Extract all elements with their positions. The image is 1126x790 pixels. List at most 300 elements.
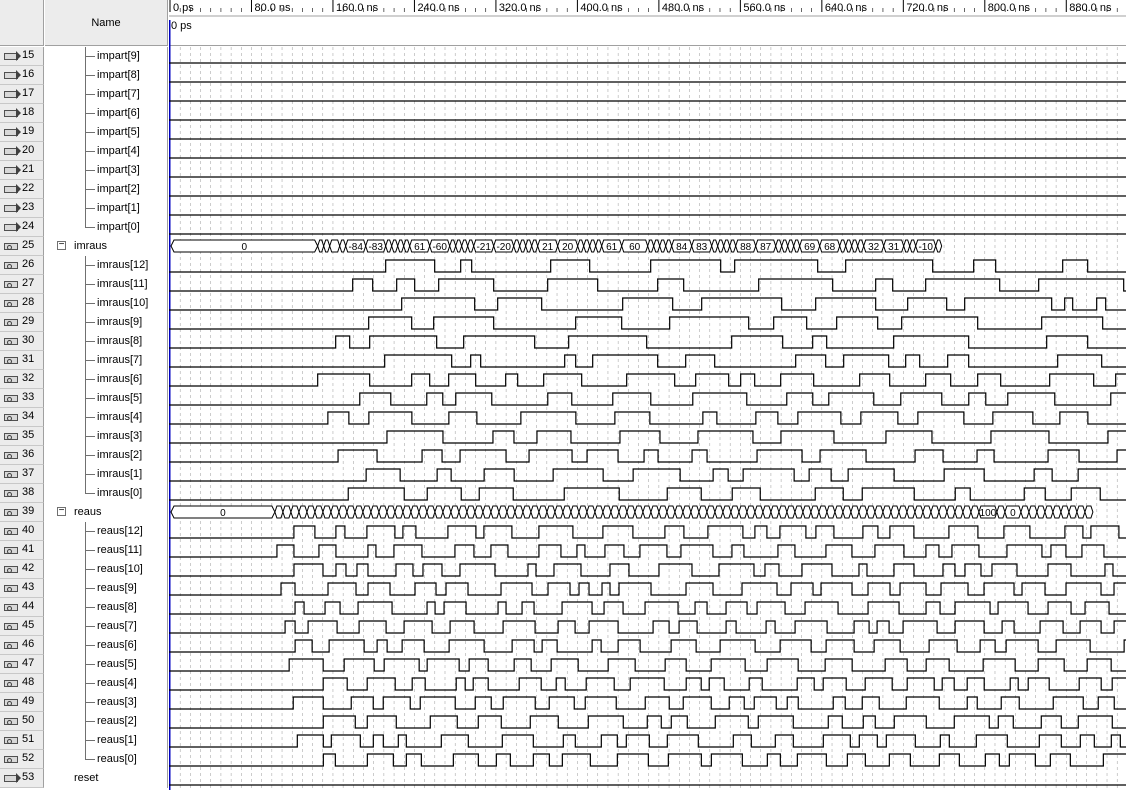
input-pin-icon	[4, 186, 18, 193]
signal-row[interactable]	[0, 47, 169, 66]
bus-segment	[427, 506, 435, 518]
bus-segment	[475, 506, 483, 518]
tree-branch	[85, 113, 95, 114]
signal-name: impart[9]	[97, 50, 140, 62]
signal-row[interactable]	[0, 598, 169, 617]
signal-row[interactable]	[0, 427, 169, 446]
bus-segment	[971, 506, 979, 518]
signal-row[interactable]	[0, 313, 169, 332]
bus-segment	[323, 506, 331, 518]
bus-segment	[731, 506, 739, 518]
signal-name-cell[interactable]	[45, 351, 168, 370]
signal-name: impart[1]	[97, 202, 140, 214]
bus-value: -60	[432, 242, 447, 253]
signal-row[interactable]	[0, 256, 169, 275]
bus-segment	[450, 240, 456, 252]
signal-row[interactable]	[0, 750, 169, 769]
signal-index: 45	[22, 619, 35, 631]
bus-value: 20	[562, 242, 574, 253]
tree-branch	[85, 208, 95, 209]
bus-segment	[291, 506, 299, 518]
bus-segment	[931, 506, 939, 518]
bus-segment	[467, 506, 475, 518]
signal-index-cell	[0, 522, 44, 541]
bus-segment	[307, 506, 315, 518]
bus-segment	[483, 506, 491, 518]
tree-branch	[85, 626, 95, 627]
bus-segment	[555, 506, 563, 518]
tree-branch	[85, 322, 95, 323]
output-pin-icon	[4, 642, 18, 649]
bus-segment	[651, 506, 659, 518]
signal-index-cell	[0, 351, 44, 370]
bus-value: -10	[918, 242, 933, 253]
bus-segment	[331, 506, 339, 518]
tree-branch	[85, 702, 95, 703]
bus-segment	[712, 240, 718, 252]
signal-index: 40	[22, 524, 35, 536]
signal-name: imraus[8]	[97, 335, 143, 347]
bus-segment	[843, 506, 851, 518]
signal-index: 19	[22, 125, 35, 137]
bus-value: 88	[740, 242, 752, 253]
signal-row[interactable]	[0, 465, 169, 484]
signal-name-cell[interactable]	[45, 731, 168, 750]
bus-segment	[635, 506, 643, 518]
ruler-label: 160.0 ns	[335, 2, 379, 14]
bus-segment	[515, 506, 523, 518]
bus-segment	[683, 506, 691, 518]
signal-name-cell[interactable]	[45, 750, 168, 769]
signal-name: impart[4]	[97, 145, 140, 157]
ruler-label: 320.0 ns	[498, 2, 542, 14]
signal-name: imraus[3]	[97, 430, 143, 442]
tree-branch	[85, 474, 95, 475]
signal-index-cell	[0, 655, 44, 674]
tree-branch	[85, 588, 95, 589]
bus-segment	[584, 240, 590, 252]
output-pin-icon	[4, 509, 18, 516]
signal-index: 30	[22, 334, 35, 346]
signal-name: reaus[1]	[97, 734, 137, 746]
tree-branch	[85, 132, 95, 133]
bus-segment	[835, 506, 843, 518]
bus-segment	[782, 240, 788, 252]
signal-row[interactable]	[0, 579, 169, 598]
signal-index-cell	[0, 370, 44, 389]
signal-row[interactable]	[0, 142, 169, 161]
signal-row[interactable]	[0, 66, 169, 85]
bus-segment	[915, 506, 923, 518]
signal-row[interactable]	[0, 180, 169, 199]
signal-name-cell[interactable]	[45, 237, 168, 256]
input-pin-icon	[4, 148, 18, 155]
bus-segment	[883, 506, 891, 518]
bus-segment	[846, 240, 852, 252]
signal-index-cell	[0, 617, 44, 636]
bus-segment	[947, 506, 955, 518]
ruler-label: 240.0 ns	[417, 2, 460, 14]
signal-name-cell[interactable]	[45, 674, 168, 693]
collapse-icon[interactable]: −	[58, 239, 65, 250]
bus-segment	[578, 240, 584, 252]
signal-name: impart[3]	[97, 164, 140, 176]
bus-segment	[654, 240, 660, 252]
tree-branch	[85, 569, 95, 570]
bus-segment	[858, 240, 864, 252]
bus-segment	[347, 506, 355, 518]
bus-segment	[339, 506, 347, 518]
tree-branch	[85, 550, 95, 551]
bus-segment	[691, 506, 699, 518]
bus-segment	[371, 506, 379, 518]
signal-name: impart[8]	[97, 69, 140, 81]
signal-name-cell[interactable]	[45, 161, 168, 180]
signal-index-cell	[0, 560, 44, 579]
bus-segment	[283, 506, 291, 518]
signal-row[interactable]	[0, 484, 169, 503]
output-pin-icon	[4, 243, 18, 250]
signal-name-cell[interactable]	[45, 256, 168, 275]
ruler-label: 480.0 ns	[661, 2, 705, 14]
signal-name-cell[interactable]	[45, 560, 168, 579]
tree-branch	[85, 436, 95, 437]
signal-name-cell[interactable]	[45, 332, 168, 351]
signal-index-cell	[0, 503, 44, 522]
signal-name: reaus[2]	[97, 715, 137, 727]
signal-index: 41	[22, 543, 35, 555]
signal-row[interactable]	[0, 351, 169, 370]
signal-name-cell[interactable]	[45, 503, 168, 522]
bus-value: -21	[476, 242, 491, 253]
tree-branch	[85, 284, 95, 285]
signal-name-cell[interactable]	[45, 522, 168, 541]
bus-segment	[1021, 506, 1029, 518]
signal-name-cell[interactable]	[45, 427, 168, 446]
signal-name: imraus[12]	[97, 259, 149, 271]
signal-row[interactable]	[0, 693, 169, 712]
output-pin-icon	[4, 338, 18, 345]
signal-row[interactable]	[0, 560, 169, 579]
bus-segment	[739, 506, 747, 518]
bus-segment	[387, 506, 395, 518]
ruler-label: 0 ps	[173, 2, 194, 14]
signal-row[interactable]	[0, 655, 169, 674]
bus-segment	[827, 506, 835, 518]
signal-row[interactable]	[0, 199, 169, 218]
output-pin-icon	[4, 319, 18, 326]
signal-name-cell[interactable]	[45, 142, 168, 161]
signal-index-cell	[0, 85, 44, 104]
signal-row[interactable]	[0, 294, 169, 313]
output-pin-icon	[4, 452, 18, 459]
bus-segment	[675, 506, 683, 518]
signal-index-cell	[0, 636, 44, 655]
bus-segment	[526, 240, 532, 252]
signal-index-cell	[0, 769, 44, 788]
signal-name: reaus[9]	[97, 582, 137, 594]
bus-segment	[787, 506, 795, 518]
bus-segment	[859, 506, 867, 518]
bus-segment	[899, 506, 907, 518]
bus-value: 68	[824, 242, 836, 253]
ruler-label: 720.0 ns	[906, 2, 949, 14]
bus-value: 60	[629, 242, 641, 253]
ruler-label: 640.0 ns	[824, 2, 868, 14]
signal-waveform	[169, 640, 1126, 652]
signal-index: 39	[22, 505, 35, 517]
signal-row[interactable]	[0, 617, 169, 636]
name-header-label: Name	[91, 16, 121, 29]
signal-name-cell[interactable]	[45, 579, 168, 598]
tree-branch	[85, 189, 95, 190]
output-pin-icon	[4, 433, 18, 440]
signal-index: 20	[22, 144, 35, 156]
tree-branch	[85, 740, 95, 741]
bus-value: -83	[368, 242, 383, 253]
bus-segment	[660, 240, 666, 252]
bus-segment	[419, 506, 427, 518]
signal-index-cell	[0, 598, 44, 617]
signal-row[interactable]	[0, 218, 169, 237]
output-pin-icon	[4, 756, 18, 763]
bus-segment	[852, 240, 858, 252]
bus-segment	[666, 240, 672, 252]
signal-name-cell[interactable]	[45, 655, 168, 674]
bus-segment	[539, 506, 547, 518]
signal-name-cell[interactable]	[45, 47, 168, 66]
signal-name: reaus	[74, 506, 102, 518]
bus-segment	[730, 240, 736, 252]
bus-segment	[955, 506, 963, 518]
signal-name-cell[interactable]	[45, 541, 168, 560]
bus-segment	[398, 240, 404, 252]
signal-name-cell[interactable]	[45, 598, 168, 617]
output-pin-icon	[4, 566, 18, 573]
signal-row[interactable]	[0, 541, 169, 560]
tree-branch	[85, 360, 95, 361]
signal-row[interactable]	[0, 161, 169, 180]
bus-segment	[811, 506, 819, 518]
signal-name-cell[interactable]	[45, 218, 168, 237]
signal-name-cell[interactable]	[45, 370, 168, 389]
signal-name: reaus[0]	[97, 753, 137, 765]
signal-row[interactable]	[0, 275, 169, 294]
signal-name: reaus[10]	[97, 563, 143, 575]
bus-segment	[747, 506, 755, 518]
output-pin-icon	[4, 604, 18, 611]
signal-name: reaus[11]	[97, 544, 143, 556]
signal-index-cell	[0, 180, 44, 199]
tree-branch	[85, 664, 95, 665]
bus-segment	[755, 506, 763, 518]
signal-row[interactable]	[0, 522, 169, 541]
signal-index-cell	[0, 427, 44, 446]
waveform-area[interactable]	[169, 0, 1126, 790]
bus-segment	[435, 506, 443, 518]
bus-segment	[590, 240, 596, 252]
signal-name-cell[interactable]	[45, 408, 168, 427]
bus-segment	[532, 240, 538, 252]
bus-segment	[667, 506, 675, 518]
signal-name-cell[interactable]	[45, 180, 168, 199]
signal-row[interactable]	[0, 85, 169, 104]
bus-segment	[627, 506, 635, 518]
bus-segment	[514, 240, 520, 252]
signal-row[interactable]	[0, 332, 169, 351]
signal-row[interactable]	[0, 446, 169, 465]
signal-name-cell[interactable]	[45, 104, 168, 123]
signal-index-cell	[0, 389, 44, 408]
output-pin-icon	[4, 414, 18, 421]
tree-branch	[85, 759, 95, 760]
signal-row[interactable]	[0, 731, 169, 750]
signal-name-cell[interactable]	[45, 389, 168, 408]
signal-index-cell	[0, 104, 44, 123]
signal-row[interactable]	[0, 370, 169, 389]
signal-name-cell[interactable]	[45, 484, 168, 503]
signal-name: impart[2]	[97, 183, 140, 195]
output-pin-icon	[4, 680, 18, 687]
bus-segment	[1045, 506, 1053, 518]
signal-name-cell[interactable]	[45, 617, 168, 636]
bus-segment	[771, 506, 779, 518]
signal-row[interactable]	[0, 389, 169, 408]
signal-name: impart[6]	[97, 107, 140, 119]
signal-index: 36	[22, 448, 35, 460]
bus-segment	[819, 506, 827, 518]
bus-segment	[579, 506, 587, 518]
bus-segment	[411, 506, 419, 518]
signal-index-cell	[0, 256, 44, 275]
bus-segment	[324, 240, 330, 252]
signal-name-cell[interactable]	[45, 769, 168, 788]
signal-index: 46	[22, 638, 35, 650]
output-pin-icon	[4, 281, 18, 288]
output-pin-icon	[4, 262, 18, 269]
bus-segment	[315, 506, 323, 518]
signal-name-cell[interactable]	[45, 446, 168, 465]
signal-name-cell[interactable]	[45, 66, 168, 85]
bus-segment	[468, 240, 474, 252]
tree-branch	[85, 170, 95, 171]
bus-segment	[596, 240, 602, 252]
bus-segment	[1053, 506, 1061, 518]
signal-name-cell[interactable]	[45, 199, 168, 218]
bus-segment	[904, 240, 910, 252]
signal-name-cell[interactable]	[45, 313, 168, 332]
bus-segment	[404, 240, 410, 252]
bus-segment	[499, 506, 507, 518]
signal-row[interactable]	[0, 769, 169, 788]
signal-name-cell[interactable]	[45, 712, 168, 731]
bus-value: 100	[979, 508, 997, 519]
tree-branch	[85, 151, 95, 152]
signal-name: imraus[0]	[97, 487, 143, 499]
bus-segment	[707, 506, 715, 518]
signal-name-cell[interactable]	[45, 465, 168, 484]
signal-row[interactable]	[0, 674, 169, 693]
bus-segment	[910, 240, 916, 252]
signal-row[interactable]	[0, 237, 169, 256]
bus-segment	[392, 240, 398, 252]
bus-value: 83	[696, 242, 708, 253]
bus-segment	[395, 506, 403, 518]
output-pin-icon	[4, 718, 18, 725]
collapse-icon[interactable]: −	[58, 505, 65, 516]
signal-row[interactable]	[0, 712, 169, 731]
bus-segment	[963, 506, 971, 518]
signal-name: reaus[4]	[97, 677, 137, 689]
name-column-header[interactable]	[45, 0, 168, 46]
ruler-label: 880.0 ns	[1069, 2, 1112, 14]
signal-name-cell[interactable]	[45, 123, 168, 142]
bus-segment	[403, 506, 411, 518]
signal-index: 23	[22, 201, 35, 213]
input-pin-icon	[4, 205, 18, 212]
signal-index-cell	[0, 237, 44, 256]
signal-index-cell	[0, 313, 44, 332]
signal-name-cell[interactable]	[45, 85, 168, 104]
signal-row[interactable]	[0, 503, 169, 522]
signal-name: reaus[7]	[97, 620, 137, 632]
signal-index: 32	[22, 372, 35, 384]
bus-segment	[724, 240, 730, 252]
signal-name-cell[interactable]	[45, 636, 168, 655]
tree-branch	[85, 455, 95, 456]
bus-segment	[875, 506, 883, 518]
input-pin-icon	[4, 224, 18, 231]
signal-row[interactable]	[0, 123, 169, 142]
signal-index: 26	[22, 258, 35, 270]
signal-index-cell	[0, 712, 44, 731]
signal-name: imraus[7]	[97, 354, 143, 366]
signal-name: imraus[9]	[97, 316, 143, 328]
signal-index: 33	[22, 391, 35, 403]
output-pin-icon	[4, 490, 18, 497]
signal-index-cell	[0, 66, 44, 85]
signal-index-cell	[0, 294, 44, 313]
signal-name: imraus[11]	[97, 278, 148, 290]
signal-name: reaus[5]	[97, 658, 137, 670]
bus-segment	[451, 506, 459, 518]
bus-value: 61	[606, 242, 618, 253]
signal-row[interactable]	[0, 408, 169, 427]
signal-name: reset	[74, 772, 99, 784]
signal-name-cell[interactable]	[45, 693, 168, 712]
signal-index: 31	[22, 353, 35, 365]
signal-index-cell	[0, 161, 44, 180]
signal-index-cell	[0, 465, 44, 484]
bus-value: -84	[348, 242, 363, 253]
signal-name: reaus[3]	[97, 696, 137, 708]
bus-segment	[456, 240, 462, 252]
signal-row[interactable]	[0, 104, 169, 123]
signal-name-cell[interactable]	[45, 275, 168, 294]
bus-segment	[520, 240, 526, 252]
signal-index: 35	[22, 429, 35, 441]
signal-name: imraus[2]	[97, 449, 143, 461]
ruler-label: 800.0 ns	[987, 2, 1031, 14]
output-pin-icon	[4, 471, 18, 478]
bus-segment	[318, 240, 324, 252]
signal-name-cell[interactable]	[45, 294, 168, 313]
signal-row[interactable]	[0, 636, 169, 655]
tree-branch	[85, 265, 95, 266]
signal-index-cell	[0, 579, 44, 598]
bus-segment	[330, 240, 340, 252]
bus-segment	[997, 506, 1005, 518]
